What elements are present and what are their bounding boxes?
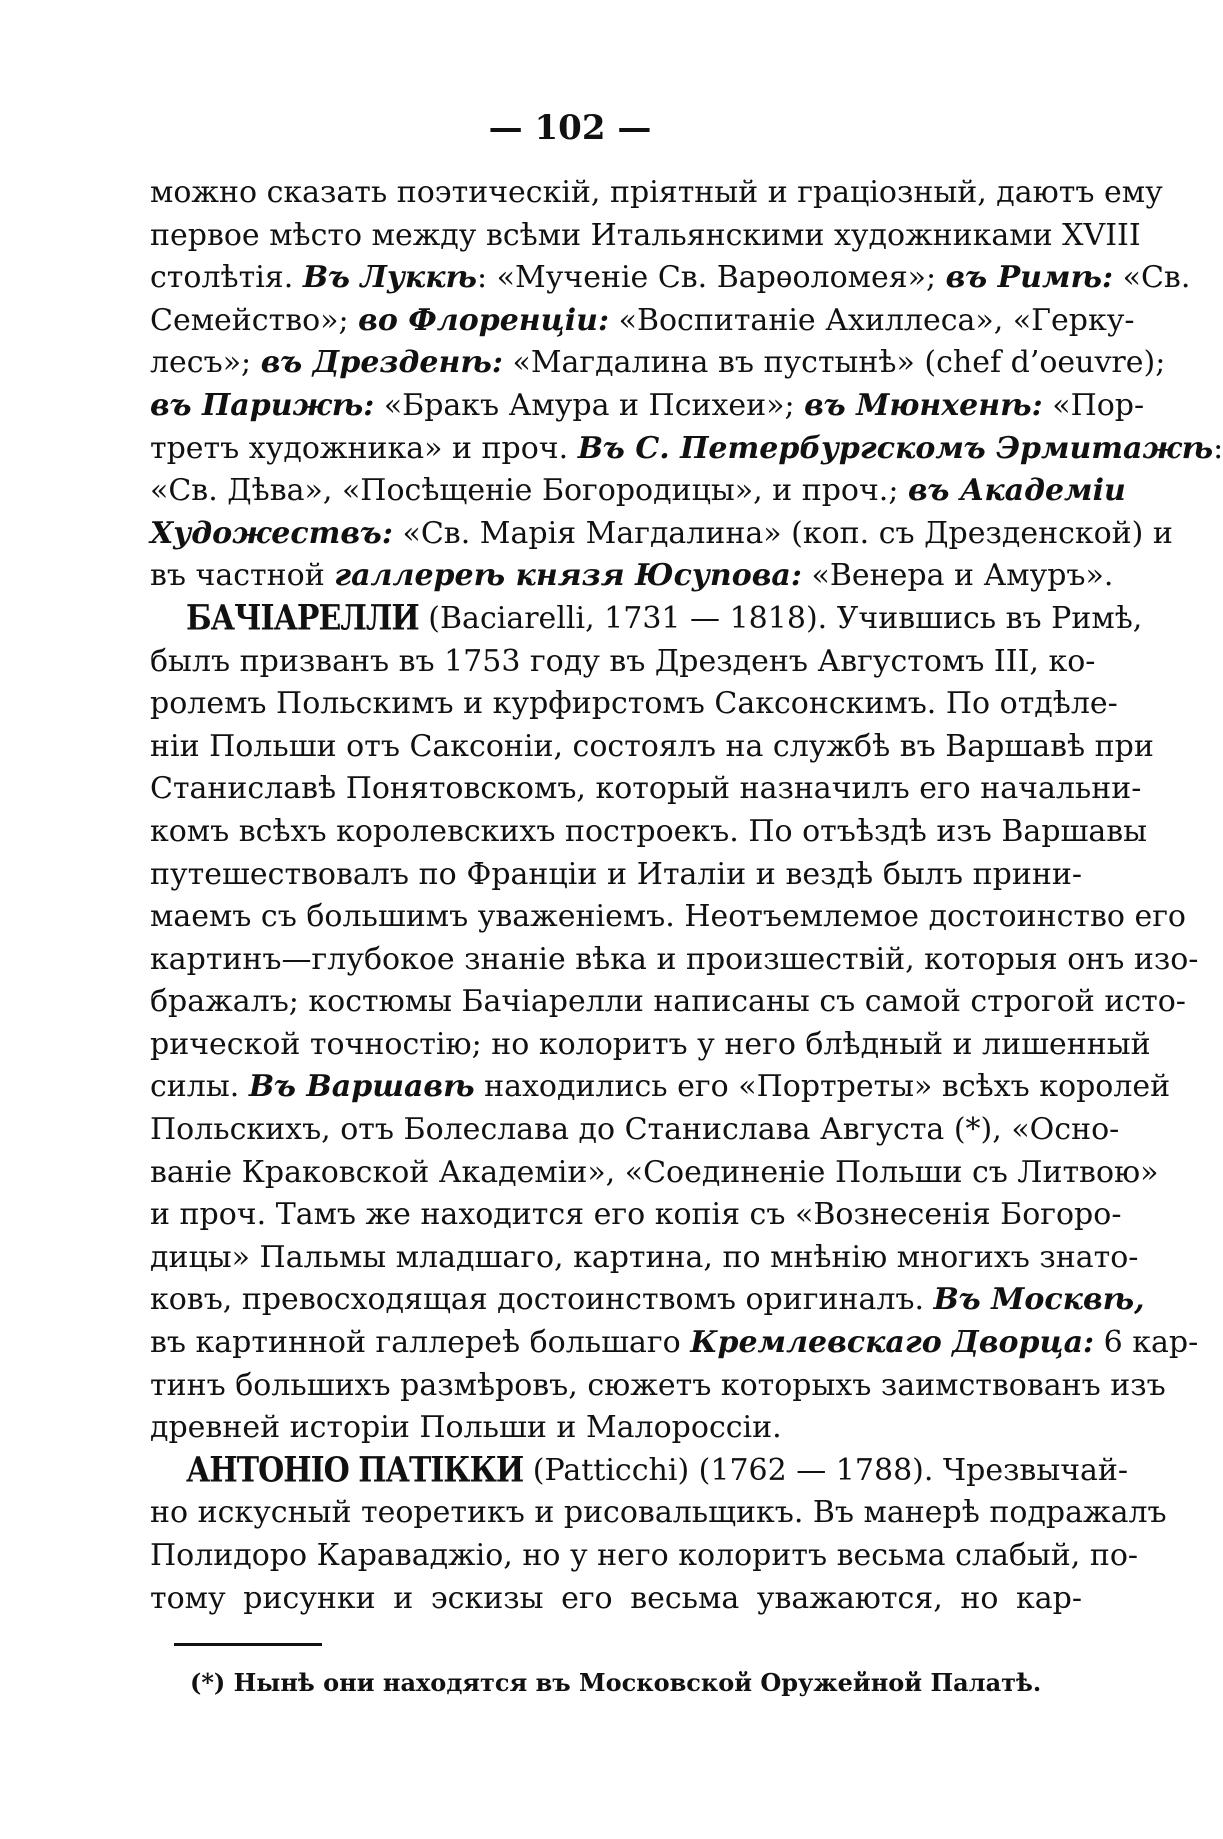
- text-line: [150, 683, 1118, 726]
- text-segment: Семейство»;: [150, 302, 359, 338]
- italic-location: въ Парижѣ:: [150, 387, 375, 423]
- text-line: [150, 1194, 1122, 1237]
- italic-location: Въ Москвѣ,: [933, 1282, 1145, 1318]
- text-segment: комъ всѣхъ королевскихъ построекъ. По отъѣздѣ изъ Варшавы: [150, 813, 1148, 849]
- text-segment: «Пор-: [1042, 387, 1145, 423]
- text-segment: былъ призванъ въ 1753 году въ Дрезденъ Августомъ III, ко-: [150, 643, 1096, 679]
- text-line: [150, 1109, 1120, 1152]
- text-segment: :: [1213, 430, 1223, 466]
- text-segment: столѣтія.: [150, 260, 303, 296]
- italic-location: во Флоренціи:: [358, 302, 610, 338]
- text-segment: лесъ»;: [150, 345, 261, 381]
- text-segment: бражалъ; костюмы Бачіарелли написаны съ самой строгой исто-: [150, 984, 1186, 1020]
- text-segment: силы.: [150, 1069, 249, 1105]
- text-line: [150, 768, 1142, 811]
- text-segment: въ картинной галлереѣ большаго: [150, 1325, 691, 1361]
- text-segment: третъ художника» и проч.: [150, 430, 578, 466]
- text-segment: Польскихъ, отъ Болеслава до Станислава Августа (*), «Осно-: [150, 1112, 1120, 1148]
- text-segment: ніи Польши отъ Саксоніи, состоялъ на службѣ въ Варшавѣ при: [150, 728, 1154, 764]
- italic-location: галлереѣ князя Юсупова:: [334, 558, 802, 594]
- text-segment: «Воспитаніе Ахиллеса», «Герку-: [609, 302, 1135, 338]
- text-segment: Полидоро Караваджіо, но у него колоритъ весьма слабый, по-: [150, 1538, 1139, 1573]
- text-line: [150, 257, 1191, 300]
- text-segment: ваніе Краковской Академіи», «Соединеніе Польши съ Литвою»: [150, 1154, 1159, 1190]
- italic-location: Художествъ:: [150, 515, 393, 551]
- text-line: [150, 513, 1173, 556]
- text-segment: «Св.: [1113, 260, 1191, 296]
- text-segment: тинъ большихъ размѣровъ, сюжетъ которыхъ заимствованъ изъ: [150, 1367, 1166, 1403]
- text-line: [150, 215, 1141, 258]
- text-segment: ковъ, превосходящая достоинствомъ оригиналъ.: [150, 1282, 934, 1318]
- text-segment: ролемъ Польскимъ и курфирстомъ Саксонскимъ. По отдѣле-: [150, 686, 1118, 722]
- text-line: [150, 1407, 1082, 1450]
- text-segment: рической точностію; но колоритъ у него блѣдный и лишенный: [150, 1026, 1151, 1062]
- body-text: [150, 172, 1223, 1620]
- text-segment: дицы» Пальмы младшаго, картина, по мнѣнію многихъ знато-: [150, 1239, 1139, 1275]
- text-line: [150, 300, 1135, 343]
- text-line: [150, 1322, 1199, 1365]
- text-line: [150, 641, 1096, 684]
- text-line: [150, 1152, 1159, 1195]
- text-line: [150, 1237, 1139, 1280]
- artist-name-heading: АНТОНІО ПАТІККИ: [186, 1450, 524, 1491]
- italic-location: въ Академіи: [907, 473, 1126, 509]
- text-line: [150, 342, 1166, 385]
- text-line: [150, 598, 1143, 641]
- text-segment: «Магдалина въ пустынѣ» (chef d’oeuvre);: [502, 345, 1166, 381]
- text-segment: и проч. Тамъ же находится его копія съ «Вознесенія Богоро-: [150, 1197, 1122, 1233]
- text-line: [150, 1365, 1166, 1408]
- text-segment: (Baciarelli, 1731 — 1818). Учившись въ Римѣ,: [418, 600, 1143, 636]
- text-line: [150, 428, 1223, 471]
- text-segment: Станиславѣ Понятовскомъ, который назначилъ его начальни-: [150, 771, 1142, 807]
- italic-location: въ Дрезденѣ:: [260, 345, 503, 381]
- text-segment: маемъ съ большимъ уваженіемъ. Неотъемлемое достоинство его: [150, 899, 1186, 935]
- text-segment: въ частной: [150, 558, 335, 594]
- text-line: [150, 1535, 1139, 1578]
- text-line: [150, 470, 1126, 513]
- text-line: [150, 1492, 1167, 1535]
- text-segment: древней исторіи Польши и Малороссіи.: [150, 1410, 782, 1446]
- text-line: [150, 854, 1082, 897]
- text-line: [150, 1578, 1082, 1621]
- text-segment: «Св. Дѣва», «Посѣщеніе Богородицы», и проч.;: [150, 473, 908, 509]
- italic-location: Въ Варшавѣ: [248, 1069, 475, 1105]
- text-line: [150, 385, 1145, 428]
- text-line: [150, 555, 1114, 598]
- footnote: (*) Нынѣ они находятся въ Московской Оружейной Палатѣ.: [190, 1668, 1042, 1697]
- footnote-rule: [174, 1643, 322, 1646]
- text-segment: (Patticchi) (1762 — 1788). Чрезвычай-: [523, 1452, 1129, 1488]
- artist-name-heading: БАЧІАРЕЛЛИ: [186, 598, 419, 639]
- text-segment: первое мѣсто между всѣми Итальянскими художниками XVIII: [150, 217, 1141, 253]
- text-line: [150, 811, 1148, 854]
- text-segment: можно сказать поэтическій, пріятный и граціозный, даютъ ему: [150, 175, 1163, 210]
- text-segment: 6 кар-: [1094, 1325, 1199, 1361]
- text-line: [150, 726, 1154, 769]
- text-segment: «Венера и Амуръ».: [801, 558, 1114, 594]
- text-line: [150, 1066, 1171, 1109]
- text-segment: находились его «Портреты» всѣхъ королей: [474, 1069, 1171, 1105]
- italic-location: Кремлевскаго Дворца:: [690, 1325, 1095, 1361]
- text-segment: тому рисунки и эскизы его весьма уважаются, но кар-: [150, 1580, 1082, 1616]
- text-line: [150, 896, 1186, 939]
- page-number: — 102 —: [488, 108, 652, 148]
- italic-location: въ Римѣ:: [945, 260, 1114, 296]
- italic-location: Въ Луккѣ: [302, 260, 477, 296]
- text-segment: «Бракъ Амура и Психеи»;: [374, 387, 805, 423]
- text-segment: «Св. Марія Магдалина» (коп. съ Дрезденской) и: [392, 515, 1173, 551]
- text-block: [150, 172, 1223, 1620]
- italic-location: въ Мюнхенѣ:: [804, 387, 1043, 423]
- text-line: [150, 939, 1199, 982]
- text-segment: путешествовалъ по Франціи и Италіи и вездѣ былъ прини-: [150, 856, 1082, 892]
- text-line: [150, 1450, 1129, 1493]
- text-segment: картинъ—глубокое знаніе вѣка и произшествій, которыя онъ изо-: [150, 941, 1199, 977]
- text-line: [150, 172, 1163, 215]
- text-segment: : «Мученіе Св. Варѳоломея»;: [477, 260, 946, 296]
- text-line: [150, 1024, 1151, 1067]
- text-segment: но искусный теоретикъ и рисовальщикъ. Въ манерѣ подражалъ: [150, 1495, 1167, 1531]
- text-line: [150, 981, 1186, 1024]
- text-line: [150, 1279, 1145, 1322]
- italic-location: Въ С. Петербургскомъ Эрмитажѣ: [577, 430, 1214, 466]
